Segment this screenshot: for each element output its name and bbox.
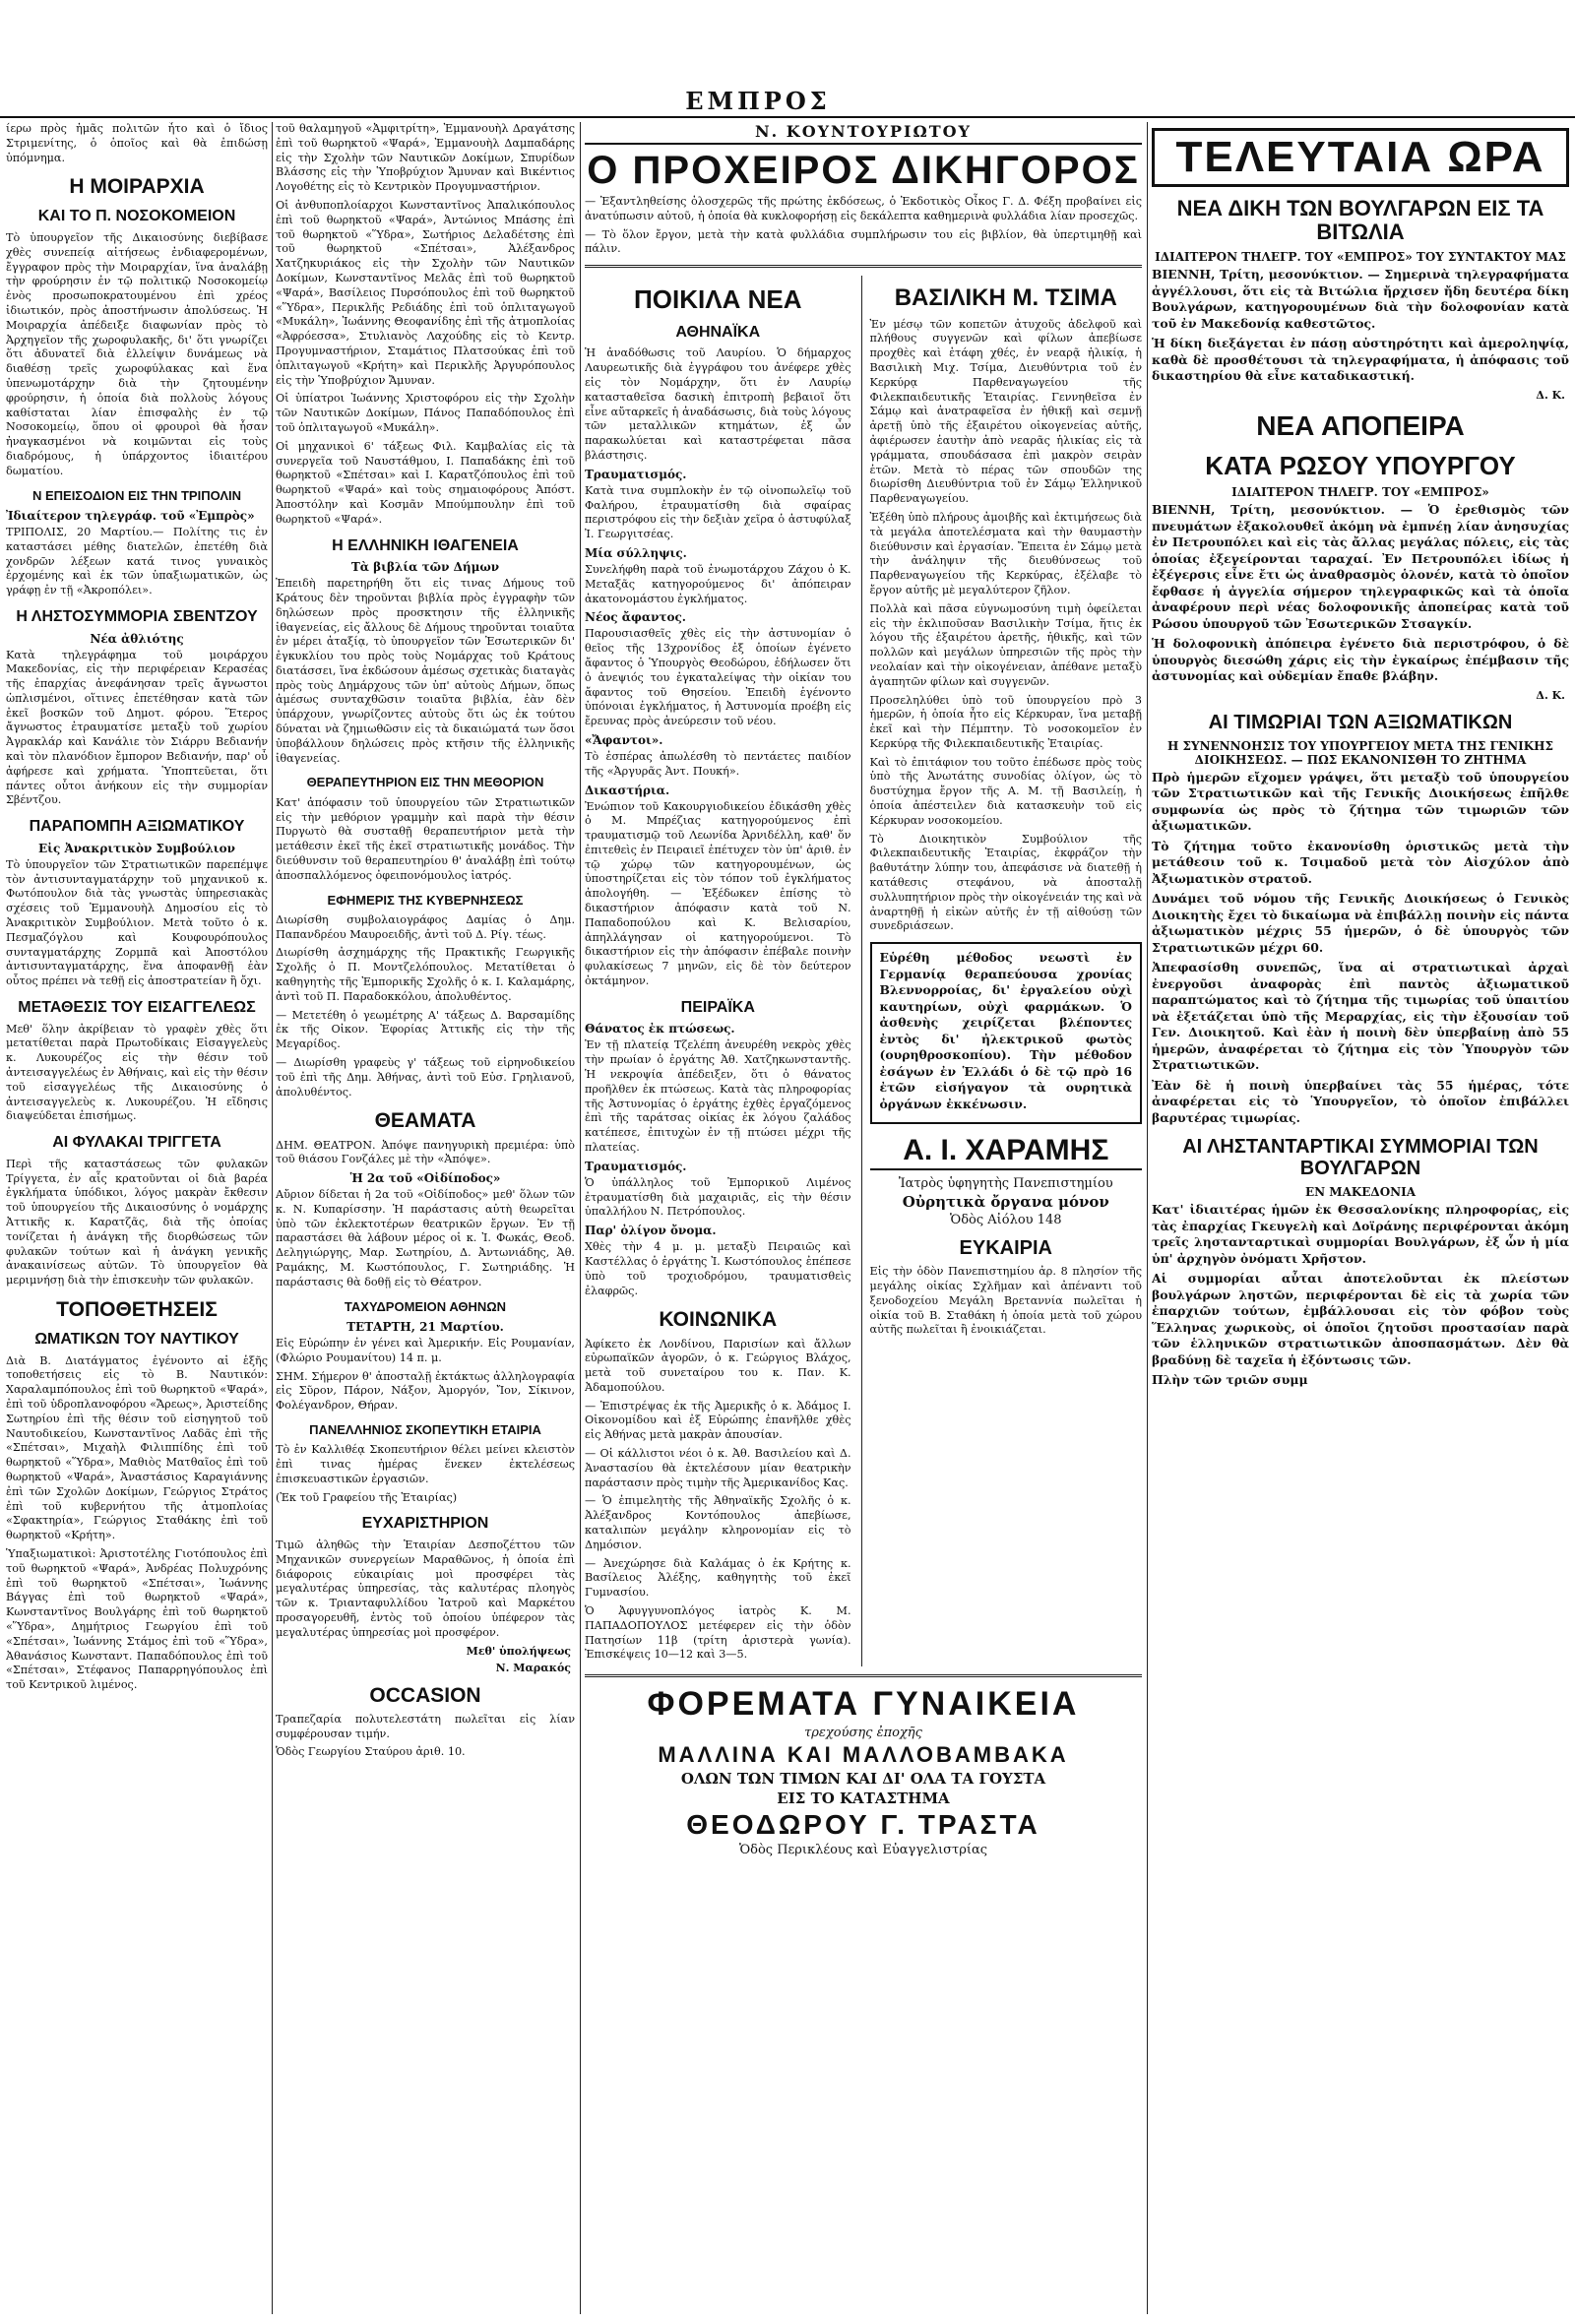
subheadline: Η ΣΥΝΕΝΝΟΗΣΙΣ ΤΟΥ ΥΠΟΥΡΓΕΙΟΥ ΜΕΤΑ ΤΗΣ ΓΕΝΙΚΗΣ ΔΙΟΙΚΗΣΕΩΣ. — ΠΩΣ ΕΚΑΝΟΝΙΣΘΗ ΤΟ ΖΗΤΗΜΑ — [1167, 738, 1553, 767]
article-text: Οἱ ἀνθυποπλοίαρχοι Κωνσταντῖνος Ἀπαλικόπουλος ἐπὶ τοῦ θωρηκτοῦ «Ψαρά», Ἀντώνιος Μπάσης ἐπὶ τοῦ θωρηκτοῦ «Ὕδρα», Σωτήριος Δελαδέτσης ἐπὶ τοῦ θωρηκτοῦ «Σπέτσαι», Ἀλέξανδρος Χατζηκυριάκος εἰς τὴν Σχολὴν τῶν Ναυτικῶν Δοκίμων, Κωνσταντῖνος Μελᾶς ἐπὶ τοῦ θωρηκτοῦ «Ψαρά», Βασίλειος Πυρσόπουλος ἐπὶ τοῦ θωρηκτοῦ «Ὕδρα», Περικλῆς Ρεδιάδης ἐπὶ τοῦ ὁπλιταγωγοῦ «Μυκάλη», Ἰωάννης Θεοφανίδης ἐπὶ τῆς ἀτμοπλοίας «Ἀφρόεσσα», Στυλιανὸς Λαχούδης εἰς τὸ Κεντρ. Προγυμναστήριον, Σταμάτιος Πλατσούκας ἐπὶ τοῦ ὁπλιταγωγοῦ «Κρήτη» καὶ Περικλῆς Ἀργυρόπουλος εἰς τὴν Ὑποβρύχιον Ἄμυναν. — [276, 198, 575, 387]
article-text: Ὁ ὑπάλληλος τοῦ Ἐμπορικοῦ Λιμένος ἐτραυματίσθη διὰ μαχαιριᾶς, εἰς τὴν θέσιν ὑπαλλήλου Ν. Πετρόπουλος. — [585, 1175, 851, 1219]
ad-title: ΦΟΡΕΜΑΤΑ ΓΥΝΑΙΚΕΙΑ — [647, 1685, 1080, 1724]
headline: ΠΑΝΕΛΛΗΝΙΟΣ ΣΚΟΠΕΥΤΙΚΗ ΕΤΑΙΡΙΑ — [309, 1421, 541, 1437]
headline: ΠΑΡΑΠΟΜΠΗ ΑΞΙΩΜΑΤΙΚΟΥ — [29, 818, 245, 836]
article-text: Τὸ ὑπουργεῖον τῶν Στρατιωτικῶν παρεπέμψε τὸν ἀντισυνταγματάρχην τοῦ μηχανικοῦ κ. Φωτόπουλον διὰ τὰς γνωστὰς ὑπηρεσιακὰς σχέσεις τοῦ Ἐμμανουὴλ Δημοσίου εἰς τὸ Ἀνακριτικὸν Συμβούλιον. Μετὰ τοῦτο ὁ κ. Πεσμαζόγλου καὶ Κουφουρόπουλος συνταγματάρχης Ζορμπᾶ καὶ Ἀποστόλου ἀντισυνταγματάρχης, ἕνα ἀποφανθῇ ἐὰν οὗτος πρέπει νὰ τεθῇ εἰς ἀποστρατείαν ἢ ὄχι. — [6, 857, 268, 988]
article-text: ΤΡΙΠΟΛΙΣ, 20 Μαρτίου.— Πολίτης τις ἐν καταστάσει μέθης διατελῶν, ἐπετέθη διὰ χονδρῶν λέξεων κατά τινος γυναικὸς ἐρχομένης καὶ ἐκ τῶν ὑπαξιωματικῶν, ὡς γράφῃ ἐν τῇ «Ἀκροπόλει». — [6, 525, 268, 597]
article-text: ΒΙΕΝΝΗ, Τρίτη, μεσονύκτιον. — Ὁ ἐρεθισμὸς τῶν πνευμάτων ἐξακολουθεῖ ἀκόμη νὰ ἐμπνέῃ λίαν ἀνησυχίας ἐν Πετρουπόλει καὶ εἰς τὰς ἄλλας μεγάλας πόλεις, εἰς τὰς ὁποίας ἐξεγείρονται ταραχαί. Ἐν Πετρουπόλει ἰδίως ἡ ἐξέγερσις εἶνε ἔτι ὡς ἀναθρασμὸς ὁλονέν, κατὰ τὸ ὁποῖον ἔφθασε ἡ ἀγγελία σήμερον τηλεγραφικῶς καὶ τὰ ὁποῖα ἀναφέρουν περὶ νέας δολοφονικῆς ἀποπείρας κατὰ τοῦ Ρώσου ὑπουργοῦ τῶν Ἐσωτερικῶν Στσαγκίν. — [1152, 502, 1569, 631]
headline: ΕΥΧΑΡΙΣΤΗΡΙΟΝ — [361, 1515, 489, 1533]
column-3 — [585, 122, 1142, 2314]
subheadline: Νέα ἀθλιότης — [90, 631, 184, 646]
article-text: — Ἐπιστρέψας ἐκ τῆς Ἀμερικῆς ὁ κ. Ἀδάμος Ι. Οἰκονομίδου καὶ ἐξ Εὐρώπης ἐπανῆλθε χθὲς εἰς Ἀθήνας μετὰ μακρὰν ἀπουσίαν. — [585, 1399, 851, 1442]
article-text: — Τὸ ὅλον ἔργον, μετὰ τὴν κατὰ φυλλάδια συμπλήρωσιν του εἰς βιβλίον, θὰ ὑπερτιμηθῇ καὶ πάλιν. — [585, 227, 1142, 256]
article-text: Ἀπεφασίσθη συνεπῶς, ἵνα αἱ στρατιωτικαὶ ἀρχαὶ ἐνεργοῦσι ἀναφορὰς ἐπὶ παντὸς ἀξιωματικοῦ παραπτώματος καὶ τὸ ζήτημα τῆς τιμωρίας τοῦ ὑπαιτίου νὰ ἐξετάζεται ὑπὸ τῆς Μεραρχίας, εἰς τὴν ἐξουσίαν τοῦ Γεν. Διοικητοῦ. Καὶ ἐὰν ἡ ποινὴ δὲν ὑπερβαίνῃ ἀπὸ 55 ἡμερῶν, ἀναφέρεται τὸ ζήτημα εἰς τὸν Ὑπουργὸν τῶν Στρατιωτικῶν. — [1152, 960, 1569, 1073]
headline: Η ΕΛΛΗΝΙΚΗ ΙΘΑΓΕΝΕΙΑ — [332, 536, 519, 554]
subheadline: Παρ' ὀλίγον ὄνομα. — [585, 1224, 717, 1238]
masthead: ΕΜΠΡΟΣ — [685, 87, 831, 115]
signature: Ν. Μαρακός — [495, 1661, 571, 1674]
article-text: Καὶ τὸ ἐπιτάφιον του τοῦτο ἐπέδωσε πρὸς τοὺς ὑπὸ τῆς Ἀνωτάτης συνοδίας ὀλίγον, ὡς τὸ δυστύχημα ἔργον τῆς Α. Μ. τῇ Βασιλείῃ, ἡ ὁποία ἀπέστειλεν διὰ κατασκευὴν τοῦ εἰς Κέρκυραν νοσοκομείου. — [869, 755, 1142, 827]
article-text: Τὸ ἐν Καλλιθέᾳ Σκοπευτήριον θέλει μείνει κλειστὸν ἐπὶ τινας ἡμέρας ἕνεκεν ἐκτελέσεως ἐπισκευαστικῶν ἐργασιῶν. — [276, 1443, 575, 1485]
ad-text: Ὁδὸς Αἰόλου 148 — [950, 1213, 1062, 1228]
article-text: Οἱ μηχανικοὶ 6' τάξεως Φιλ. Καμβαλίας εἰς τὰ συνεργεῖα τοῦ Ναυστάθμου, Ι. Παπαδάκης ἐπὶ τοῦ θωρηκτοῦ «Σπέτσαι» καὶ Ι. Καρατζόπουλος ἐπὶ τοῦ θωρηκτοῦ «Ψαρά» καὶ τοὺς σημαιοφόρους Ἀπόστ. Ἀποστόλην καὶ Κοσμᾶν Μπούμπουλην ἐπὶ τοῦ θωρηκτοῦ «Ψαρά». — [276, 439, 575, 526]
subheadline: Τραυματισμός. — [585, 1159, 687, 1173]
headline: ΕΦΗΜΕΡΙΣ ΤΗΣ ΚΥΒΕΡΝΗΣΕΩΣ — [327, 892, 524, 908]
ad-text: ΟΛΩΝ ΤΩΝ ΤΙΜΩΝ ΚΑΙ ΔΙ' ΟΛΑ ΤΑ ΓΟΥΣΤΑ — [680, 1770, 1046, 1789]
divider — [585, 265, 1142, 268]
article-text: Συνελήφθη παρὰ τοῦ ἐνωμοτάρχου Ζάχου ὁ Κ. Μεταξᾶς κατηγορούμενος δι' ἀπόπειραν ἀκατονομάστου ἐγκλήματος. — [585, 562, 851, 605]
author-name: Ν. ΚΟΥΝΤΟΥΡΙΩΤΟΥ — [585, 122, 1142, 145]
headline: ΜΕΤΑΘΕΣΙΣ ΤΟΥ ΕΙΣΑΓΓΕΛΕΩΣ — [18, 999, 256, 1017]
article-text: Διὰ Β. Διατάγματος ἐγένοντο αἱ ἑξῆς τοποθετήσεις εἰς τὸ Β. Ναυτικόν: Χαραλαμπόπουλος ἐπὶ τοῦ θωρηκτοῦ «Ψαρά», ἐπὶ τοῦ ὑδροπλανοφόρου «Ἄρεως», Ἀριστείδης Σωτηρίου ἐπὶ τῆς θέσιν τοῦ εἰσηγητοῦ τοῦ Ναυτοδικείου, Κωνσταντῖνος Λαδᾶς ἐπὶ τῆς «Σπέτσαι», Μιχαὴλ Φιλιππίδης ἐπὶ τοῦ θωρηκτοῦ «Ὕδρα», Μαθιὸς Ματθαῖος ἐπὶ τοῦ θωρηκτοῦ «Ψαρά», Ἀναστάσιος Καραγιάννης ἐπὶ τῶν Σχολῶν Δοκίμων, Γεώργιος Στράτος ἐπὶ τοῦ κυβερνήτου τῆς ἀτμοπλοίας «Σφακτηρία», Γεώργιος Σταθάκης ἐπὶ τοῦ θωρηκτοῦ «Κρήτη». — [6, 1353, 268, 1542]
headline: ΑΘΗΝΑΪΚΑ — [675, 323, 761, 341]
advertisement — [870, 942, 1142, 1124]
ad-text: Εὑρέθη μέθοδος νεωστὶ ἐν Γερμανίᾳ θεραπεύουσα χρονίας Βλεννορροίας, δι' ἐργαλείου οὐχὶ καυτηρίων, οὐχὶ φαρμάκων. Ὁ ἀσθενὴς χειρίζεται βλέποντες ἐντὸς δι' ἠλεκτρικοῦ φωτὸς (ουρηθροσκοπίου). Τὴν μέθοδον ἐσάγων ἐν Ἑλλάδι ὁ δὲ τῷ πρὸ 16 ἐτῶν εἰσήγαγον τὰ ουρητικὰ ὀργάνων ἐκκένωσιν. — [879, 950, 1132, 1111]
article-text: Περὶ τῆς καταστάσεως τῶν φυλακῶν Τρίγγετα, ἐν αἷς κρατοῦνται οἱ διὰ βαρέα ἐγκλήματα ὑπόδικοι, λόγος μακρὰν ἔκθεσιν τοῦ ὑπουργείου τῆς Δικαιοσύνης ὁ νομάρχης Ἀττικῆς κ. Καρατζᾶς, διὰ τῆς ὁποίας τονίζεται ἡ ἀνάγκη τῆς διορθώσεως τῶν φυλακῶν τούτων καὶ ἡ ἀνάγκη γενικῆς ἀνακαινίσεως αὐτῶν. Τὸ ὑπουργεῖον θὰ μεριμνήσῃ διὰ τὴν ἐπισκευὴν τῶν φυλακῶν. — [6, 1157, 268, 1288]
ad-text: Εἰς τὴν ὁδὸν Πανεπιστημίου ἀρ. 8 πλησίον τῆς μεγάλης οἰκίας Σχλῆμαν καὶ ἀπέναντι τοῦ ξενοδοχείου Μεγάλη Βρεταννία πωλεῖται ἡ οἰκία τοῦ Β. Σταθάκη ἡ ὁποία μετὰ τοῦ χώρου αὐτῆς πωλεῖται ἢ ἐνοικιάζεται. — [869, 1265, 1142, 1337]
ad-text: Ὁδὸς Περικλέους καὶ Εὐαγγελιστρίας — [738, 1843, 988, 1858]
subheadline: ΙΔΙΑΙΤΕΡΟΝ ΤΗΛΕΓΡ. ΤΟΥ «ΕΜΠΡΟΣ» — [1231, 485, 1489, 500]
column-2 — [276, 122, 575, 2314]
subheadline: Νέος ἄφαντος. — [585, 610, 686, 625]
article-text: Ἐνώπιον τοῦ Κακουργιοδικείου ἐδικάσθη χθὲς ὁ Μ. Μπρέζιας κατηγορούμενος ἐπὶ τραυματισμῷ τοῦ Λεωνίδα Ἀρνιδέλλη, καθ' ὅν ἐπιτεθεὶς ἐν Πειραιεῖ ἐπέτυχεν τὸν ὑπ' ἀριθ. ἐν τῷ χώρῳ τῶν κατηγορουμένων, ὡς ὑποστηρίζεται εἰς τὸν τόπον τοῦ ἐγκλήματος ἀπολογήθη. — Ἐξέδωκεν ἐπίσης τὸ δικαστήριον ἀπόφασιν κατὰ τοῦ Ν. Παπαδοπούλου καὶ Κ. Βελισαρίου, ἀπηλλάγησαν οἱ κατηγορούμενοι. Τὸ δικαστήριον εἰς τὴν ἀπόφασιν ἐπέβαλε ποινὴν φυλακίσεως 7 μηνῶν, εἰς δὲ τὸν δεύτερον ὀκτάμηνον. — [585, 799, 851, 988]
article-text: Ὁδὸς Γεωργίου Σταύρου ἀριθ. 10. — [276, 1745, 466, 1759]
headline: ΚΟΙΝΩΝΙΚΑ — [659, 1308, 778, 1332]
article-text: Ἐξέθη ὑπὸ πλήρους ἀμοιβῆς καὶ ἐκτιμήσεως διὰ τὰ μεγάλα ἀποτελέσματα καὶ τὴν θαυμαστὴν διεύθυνσιν καὶ ἐργασίαν. Ἔπειτα ἐν Σάμῳ μετὰ τὴν ἀνάληψιν τῆς διευθύνσεως τοῦ Παρθεναγωγείου τῆς Κερκύρας, ἐξέλαβε τὸ ἔργον αὐτῆς μὲ μεγαλύτερον ζῆλον. — [869, 510, 1142, 597]
subheadline: «Ἄφαντοι». — [585, 732, 663, 747]
ad-text: ΘΕΟΔΩΡΟΥ Γ. ΤΡΑΣΤΑ — [686, 1809, 1040, 1841]
article-text: Τραπεζαρία πολυτελεστάτη πωλεῖται εἰς λίαν συμφέρουσαν τιμήν. — [276, 1712, 575, 1740]
column-divider — [580, 122, 581, 2314]
article-text: — Ὁ ἐπιμελητὴς τῆς Ἀθηναϊκῆς Σχολῆς ὁ κ. Ἀλέξανδρος Κοντόπουλος ἀπεβίωσε, καταλιπὼν μεγάλην κληρονομίαν εἰς τὸ Δημόσιον. — [585, 1494, 851, 1551]
headline: ΝΕΑ ΑΠΟΠΕΙΡΑ — [1256, 409, 1465, 441]
signature: Δ. Κ. — [1536, 388, 1565, 402]
article-text: Κατὰ τηλεγράφημα τοῦ μοιράρχου Μακεδονίας, εἰς τὴν περιφέρειαν Κερασέας τῆς ἐπαρχίας ἀνεφάνησαν τρεῖς ἄγνωστοι ὡπλισμένοι, οἵτινες ἐπετέθησαν κατὰ τῶν ἐκεῖ βοσκῶν τοῦ Δημοτ. φόρου. Ἕτερος ἄγνωστος ἐτραυματίσε μεταξὺ τοῦ χωρίου Ἀγρακλάρ καὶ Κανάλιε τὸν Σιάρρυ Βεδιανήν καὶ τὸν πλανόδιον ἔμπορον Βεδιανήν, παρ' οὗ ἀφήρεσε καὶ χρήματα. Ὑποπτεῦεται, ὅτι πάντες οὗτοι ἀνήκουν εἰς τὴν συμμορίαν Σβέντζου. — [6, 648, 268, 807]
headline: ΝΕΑ ΔΙΚΗ ΤΩΝ ΒΟΥΛΓΑΡΩΝ ΕΙΣ ΤΑ ΒΙΤΩΛΙΑ — [1176, 196, 1544, 245]
article-text: Τὸ ὑπουργεῖον τῆς Δικαιοσύνης διεβίβασε χθὲς συνεπείᾳ αἰτήσεως ἐνδιαφερομένων, ἔγγραφον πρὸς τὴν Μοιραρχίαν, ἵνα ἀναλάβῃ τὴν φρούρησιν ἐν τῷ πολιτικῷ Νοσοκομείῳ ἑνὸς προσωποκρατουμένου ἐπὶ χρέος ἰδιωτικόν, πρὸς ἀποστήνωσιν ἀπολύσεως. Ἡ Μοιραρχία ἀπέδειξε διαφωνίαν πρὸς τὸ Ἀρχηγεῖον τῆς χωροφυλακῆς, δι' ὅτι γνωρίζει ὅτι ἀδυνατεῖ διὰ ἐλλείψιν δυνάμεως νὰ διαθέσῃ τρεῖς χωροφύλακας καὶ ἕνα ὑπενωμοτάρχην διὰ τὴν ζητουμένην φρούρησιν, ἡ ὁποία διὰ πολλοὺς λόγους καθίσταται λίαν ἐπισφαλὴς ἐν τῷ Νοσοκομείῳ, ὅπου οἱ φρουροὶ θὰ ἦσαν ἠναγκασμένοι νὰ κοιμῶνται εἰς τοὺς διαδρόμους, ἡ ὑπάρχοντος ἰδιαιτέρου δωματίου. — [6, 231, 268, 477]
article-text: Πρὸ ἡμερῶν εἴχομεν γράψει, ὅτι μεταξὺ τοῦ ὑπουργείου τῶν Στρατιωτικῶν καὶ τῆς Γενικῆς Διοικήσεως ἐπῆλθε συμφωνία ὡς πρὸς τὸ ζήτημα τῶν τιμωριῶν τῶν ἀξιωματικῶν. — [1152, 769, 1569, 834]
ad-title: Α. Ι. ΧΑΡΑΜΗΣ — [870, 1134, 1142, 1170]
headline: ΚΑΤΑ ΡΩΣΟΥ ΥΠΟΥΡΓΟΥ — [1205, 450, 1516, 480]
article-text: Κατὰ τινα συμπλοκὴν ἐν τῷ οἰνοπωλεῖῳ τοῦ Φαλήρου, ἐτραυματίσθη διὰ σφαίρας περιστρόφου εἰς τὴν δεξιὰν χεῖρα ὁ ἀστυφύλαξ Ἰ. Γεωργιτσέας. — [585, 483, 851, 541]
article-body — [1152, 770, 1569, 1127]
article-text: Ἡ δολοφονικὴ ἀπόπειρα ἐγένετο διὰ περιστρόφου, ὁ δὲ ὑπουργὸς διεσώθη χάρις εἰς τὴν ἐγκαίρως ἐπέμβασιν τῆς ἀστυνομίας καὶ οὐδεμίαν ἔπαθε βλάβην. — [1152, 636, 1569, 684]
signature: Δ. Κ. — [1536, 688, 1565, 702]
subheadline: Θάνατος ἐκ πτώσεως. — [585, 1022, 735, 1036]
article-text: Πλὴν τῶν τριῶν συμμ — [1152, 1372, 1308, 1388]
column-divider — [272, 122, 273, 2314]
article-text: — Μετετέθη ὁ γεωμέτρης Α' τάξεως Δ. Βαρσαμίδης ἐκ τῆς Οἰκον. Ἐφορίας Ἀττικῆς εἰς τὴν τῆς Μεγαρίδος. — [276, 1008, 575, 1051]
ad-text: Ἰατρὸς ὑφηγητὴς Πανεπιστημίου — [898, 1176, 1113, 1192]
subheadline: Δικαστήρια. — [585, 783, 670, 797]
ad-text: τρεχούσης ἐποχῆς — [804, 1726, 922, 1741]
signature: Μεθ' ὑπολήψεως — [466, 1644, 571, 1658]
headline: OCCASION — [369, 1683, 481, 1707]
article-text: Πολλὰ καὶ πᾶσα εὐγνωμοσύνη τιμὴ ὀφείλεται εἰς τὴν ἐκλιποῦσαν Βασιλικὴν Τσίμα, ἥτις ἐκ λόγου τῆς ἐξαιρέτου ἀρετῆς, ἠθικῆς, καὶ τῶν πολλῶν καὶ μεγάλων ὑπηρεσιῶν τῆς πρὸς τὴν νεολαίαν καὶ τὴν οἰκογένειαν, ἀπέθανε μεταξὺ ἀγαπητῶν φίλων καὶ συγγενῶν. — [869, 601, 1142, 688]
article-text: Κατ' ἀπόφασιν τοῦ ὑπουργείου τῶν Στρατιωτικῶν εἰς τὴν μεθόριον γραμμὴν καὶ παρὰ τὴν θέσιν Πυργωτὸ θὰ συσταθῇ θεραπευτήριον μετὰ τὴν μετάθεσιν ἐκεῖ τῆς ἐκεῖ στρατιωτικῆς μονάδος. Τὴν διεύθυνσιν τοῦ θεραπευτηρίου θ' ἀναλάβῃ ἐπὶ τούτῳ ἀποσπαλλόμενος ὀφειπονόμουλος ἰατρός. — [276, 795, 575, 882]
article-text: Τὸ Διοικητικὸν Συμβούλιον τῆς Φιλεκπαιδευτικῆς Ἑταιρίας, ἐκφράζον τὴν βαθυτάτην λύπην του, ἀπεφάσισε νὰ διατεθῇ ἡ κατάθεσις στεφάνου, νὰ ἀποσταλῇ συλλυπητήριον πρὸς τὴν οἰκογένειάν της καὶ νὰ ἀναρτηθῇ ἡ εἰκὼν αὐτῆς ἐν τῇ αἰθούσῃ τῶν συνεδριάσεων. — [869, 832, 1142, 933]
headline: ΘΕΑΜΑΤΑ — [374, 1109, 476, 1133]
subheadline: Ἡ 2α τοῦ «Οἰδίποδος» — [349, 1171, 501, 1186]
article-text: Ἐν τῇ πλατείᾳ Τζελέπη ἀνευρέθη νεκρὸς χθὲς τὴν πρωίαν ὁ ἐργάτης Ἀθ. Χατζηκωνσταντῆς. Ἡ νεκροψία ἀπέδειξεν, ὅτι ὁ θάνατος προῆλθεν ἐκ πτώσεως. Κατὰ τὰς πληροφορίας τῆς Ἀστυνομίας ὁ ἐργάτης ἐχθὲς ἐργαζόμενος ἐπὶ τῆς ταράτσας οἰκίας ἐκ λόγου ζαλάδος κατέπεσε, ἐπιτυχὼν ἐν τῇ πτώσει μέχρι τῆς πλατείας. — [585, 1038, 851, 1155]
article-text: Οἱ ὑπίατροι Ἰωάννης Χριστοφόρου εἰς τὴν Σχολὴν τῶν Ναυτικῶν Δοκίμων, Πάνος Παπαδόπουλος ἐπὶ τοῦ ὁπλιταγωγοῦ «Μυκάλη». — [276, 392, 575, 434]
article-text: ΔΗΜ. ΘΕΑΤΡΟΝ. Ἀπόψε πανηγυρικὴ πρεμιέρα: ὑπὸ τοῦ θιάσου Γονζάλες μὲ τὴν «Ἀπόψε». — [276, 1138, 575, 1166]
subheadline: Ἰδιαίτερον τηλεγράφ. τοῦ «Ἐμπρὸς» — [6, 508, 255, 523]
subheadline: Μία σύλληψις. — [585, 545, 687, 560]
article-text: Προσεληλύθει ὑπὸ τοῦ ὑπουργείου πρὸ 3 ἡμερῶν, ἡ ὁποία ἦτο εἰς Κέρκυραν, ἵνα μεταβῇ ἐκεῖ καὶ τὴν Πέμπτην. Τὸ νοσοκομεῖον ἐν Κερκύρᾳ τῆς Φιλεκπαιδευτικῆς Ἑταιρίας. — [869, 693, 1142, 750]
poikila-column — [585, 276, 851, 1666]
headline: ΑΙ ΤΙΜΩΡΙΑΙ ΤΩΝ ΑΞΙΩΜΑΤΙΚΩΝ — [1208, 711, 1513, 733]
subheadline: ΙΔΙΑΙΤΕΡΟΝ ΤΗΛΕΓΡ. ΤΟΥ «ΕΜΠΡΟΣ» ΤΟΥ ΣΥΝΤΑΚΤΟΥ ΜΑΣ — [1155, 250, 1566, 265]
article-text: Ἡ ἀναδόθωσις τοῦ Λαυρίου. Ὁ δήμαρχος Λαυρεωτικῆς διὰ ἐγγράφου του ἀνέφερε χθὲς εἰς τὸν Νομάρχην, ὅτι ἐν Λαυρίῳ κατασταθεῖσα δασικὴ ἐπιτροπὴ βεβαιοῖ ὅτι εἶνε αὔταρκεῖς ἡ ἀναδάσωσις, διὰ τοὺς λόγους τῶν μεταλλικῶν κτημάτων, ἐξ ὧν παρακωλύεται καὶ καταστρέφεται πᾶσα βλάστησις. — [585, 346, 851, 462]
subheadline: Τραυματισμός. — [585, 467, 687, 481]
section-banner: ΤΕΛΕΥΤΑΙΑ ΩΡΑ — [1152, 128, 1569, 187]
headline: ΩΜΑΤΙΚΩΝ ΤΟΥ ΝΑΥΤΙΚΟΥ — [34, 1331, 239, 1349]
article-text: Αἱ συμμορίαι αὗται ἀποτελοῦνται ἐκ πλείστων βουλγάρων ληστῶν, περιφέρονται δὲ εἰς τὰ χωρία τῶν ἐπαρχιῶν τούτων, ἐμβάλλουσαι εἰς τὸν φόβον τοὺς Ἕλληνας χωρικοὺς, οἱ ὁποῖοι ζητοῦσι προστασίαν παρὰ τῶν ἑλληνικῶν στρατιωτικῶν ἀποσπασμάτων. Δὲν θὰ βραδύνῃ δὲ ταχεῖα ἡ ἐξόντωσις τῶν. — [1152, 1271, 1569, 1367]
ad-title: ΕΥΚΑΙΡΙΑ — [959, 1237, 1052, 1260]
headline: ΘΕΡΑΠΕΥΤΗΡΙΟΝ ΕΙΣ ΤΗΝ ΜΕΘΟΡΙΟΝ — [306, 775, 544, 790]
headline: ΠΕΙΡΑΪΚΑ — [680, 998, 755, 1016]
article-text: Αὔριον δίδεται ἡ 2α τοῦ «Οἰδίποδος» μεθ' ὅλων τῶν κ. Ν. Κυπαρίσσην. Ἡ παράστασις αὐτὴ θεωρεῖται ὑπὸ τῶν ἐκλεκτοτέρων θεατρικῶν ἔργων. Ἐν τῇ παραστάσει θὰ λάβουν μέρος οἱ κ. Ἰ. Φωκάς, Θεοδ. Δεληγιώργης, Μαρ. Σωτηρίου, Δ. Ἀντωνιάδης, Ἀθ. Ραμάκης, Μ. Κωστόπουλος, Γ. Σωτηριάδης. Ἡ παράστασις θὰ δοθῇ εἰς τὸ Θέατρον. — [276, 1188, 575, 1288]
obituary-column — [861, 276, 1142, 1666]
article-text: τοῦ θαλαμηγοῦ «Ἀμφιτρίτη», Ἐμμανουὴλ Δραγάτσης ἐπὶ τοῦ θωρηκτοῦ «Ψαρά», Ἐμμανουὴλ Δαμπαδάρης εἰς τὴν Σχολὴν τῶν Ναυτικῶν Δοκίμων, Σπυρίδων Βλάσσης εἰς τὴν Ὑποβρύχιον Ἄμυναν καὶ Βικέντιος Λογοθέτης εἰς τὸ Κεντρικὸν Προγυμναστήριον. — [276, 122, 575, 194]
headline: ΤΟΠΟΘΕΤΗΣΕΙΣ — [56, 1297, 218, 1321]
article-text: ΣΗΜ. Σήμερον θ' ἀποσταλῇ ἐκτάκτως ἀλληλογραφία εἰς Σῦρον, Πάρον, Νάξον, Ἀμοργόν, Ἴον, Σίκινον, Φολέγανδρον, Θήραν. — [276, 1369, 575, 1413]
subheadline: ΤΕΤΑΡΤΗ, 21 Μαρτίου. — [346, 1319, 504, 1334]
article-text: Ἀφίκετο ἐκ Λονδίνου, Παρισίων καὶ ἄλλων εὐρωπαϊκῶν ἀγορῶν, ὁ κ. Γεώργιος Βλάχος, μετὰ τοῦ συνεταίρου του κ. Παν. Κ. Ἀδαμοπούλου. — [585, 1337, 851, 1394]
headline: ΤΑΧΥΔΡΟΜΕΙΟΝ ΑΘΗΝΩΝ — [344, 1298, 507, 1314]
ad-text: ΜΑΛΛΙΝΑ ΚΑΙ ΜΑΛΛΟΒΑΜΒΑΚΑ — [658, 1742, 1069, 1768]
subheadline: Εἰς Ἀνακριτικὸν Συμβούλιον — [38, 841, 235, 855]
divider — [585, 1674, 1142, 1677]
column-4 — [1152, 122, 1569, 2314]
article-text: Κατ' ἰδιαιτέρας ἡμῶν ἐκ Θεσσαλονίκης πληροφορίας, εἰς τὰς ἐπαρχίας Γκευγελὴ καὶ Δοϊράνης περιφέρονται ἀκόμη τρεῖς ληστανταρτικαὶ συμμορίαι Βουλγάρων, ἐξ ὧν ἡ μία ὑπ' ἀρχηγὸν ὀνόματι Χρῆστον. — [1152, 1202, 1569, 1266]
headline: Η ΛΗΣΤΟΣΥΜΜΟΡΙΑ ΣΒΕΝΤΖΟΥ — [16, 607, 258, 625]
article-text: Χθὲς τὴν 4 μ. μ. μεταξὺ Πειραιῶς καὶ Καστέλλας ὁ ἐργάτης Ἰ. Κωστόπουλος ἐπέπεσε ὑπὸ τοῦ τροχιοδρόμου, τραυματισθεὶς ἐλαφρῶς. — [585, 1240, 851, 1297]
two-column-block — [585, 276, 1142, 1666]
subheadline: Τὰ βιβλία τῶν Δήμων — [350, 560, 500, 575]
ad-text: ΕΙΣ ΤΟ ΚΑΤΑΣΤΗΜΑ — [777, 1790, 950, 1808]
top-rule — [0, 116, 1575, 118]
article-text: Τὸ ἐσπέρας ἀπωλέσθη τὸ πεντάετες παιδίον τῆς «Ἀργυρᾶς Ἀντ. Πουκή». — [585, 749, 851, 778]
subheadline: ΕΝ ΜΑΚΕΔΟΝΙΑ — [1304, 1185, 1417, 1200]
article-text: Ἐν μέσῳ τῶν κοπετῶν ἀτυχοῦς ἀδελφοῦ καὶ πλήθους συγγενῶν καὶ φίλων ἀπεβίωσε προχθὲς καὶ ἐτάφη χθές, ἐν νεαρᾷ ἡλικίᾳ, ἡ Βασιλικὴ Μιχ. Τσίμα, Διευθύντρια τοῦ ἐν Κερκύρᾳ Παρθεναγωγείου τῆς Φιλεκπαιδευτικῆς Ἑταιρίας. Γεννηθεῖσα ἐν Σάμῳ καὶ ἀνατραφεῖσα ἐν ἠθικῇ καὶ σεμνῇ ἀρετῇ ὑπὸ τῆς ἐξαιρέτου οἰκογενείας αὐτῆς, ἀφιέρωσεν ἑαυτὴν ἀπὸ νεαρᾶς ἡλικίας εἰς τὰ γράμματα, σπουδάσασα ἐπὶ μακρὸν σειρὰν ἐτῶν. Μετὰ τὸ πέρας τῶν σπουδῶν της διωρίσθη Διευθύντρια τοῦ ἐν Σάμῳ Ἑλληνικοῦ Παρθεναγωγείου. — [869, 317, 1142, 506]
article-text: Διωρίσθη ἀσχημάρχης τῆς Πρακτικῆς Γεωργικῆς Σχολῆς ὁ Π. Μοντζελόπουλος. Μετατίθεται ὁ καθηγητὴς τῆς Ἐμπορικῆς Σχολῆς ὁ κ. Ι. Καλαμάρης, ἀντὶ τοῦ Π. Παραδοκκόλου, ἀπολυθέντος. — [276, 946, 575, 1003]
article-text: Ὑπαξιωματικοὶ: Ἀριστοτέλης Γιοτόπουλος ἐπὶ τοῦ θωρηκτοῦ «Ψαρά», Ἀνδρέας Πολυχρόνης ἐπὶ τοῦ θωρηκτοῦ «Σπέτσαι», Ἰωάννης Βάγγας ἐπὶ τοῦ θωρηκτοῦ «Ψαρά», Κωνσταντῖνος Βουλγάρης ἐπὶ τοῦ θωρηκτοῦ «Ὕδρα», Δημήτριος Γεωργίου ἐπὶ τοῦ «Σπέτσαι», Ἰωάννης Στάμος ἐπὶ τοῦ «Ὕδρα», Ἀθανάσιος Κωνσταντ. Παπαδόπουλος ἐπὶ τοῦ «Σπέτσαι», Στέφανος Παπαρρηγόπουλος ἐπὶ τοῦ Κεντρικοῦ λιμένος. — [6, 1547, 268, 1692]
article-text: Ἐὰν δὲ ἡ ποινὴ ὑπερβαίνει τὰς 55 ἡμέρας, τότε ἀναφέρεται εἰς τὸ Ὑπουργεῖον, τὸ ὁποῖον ἐπιβάλλει βαρυτέρας τιμωρίας. — [1152, 1077, 1569, 1125]
article-text: (Ἐκ τοῦ Γραφείου τῆς Ἑταιρίας) — [276, 1490, 458, 1504]
article-body — [1152, 267, 1569, 385]
headline: Ο ΠΡΟΧΕΙΡΟΣ ΔΙΚΗΓΟΡΟΣ — [587, 149, 1140, 192]
headline: Η ΜΟΙΡΑΡΧΙΑ — [69, 175, 205, 199]
column-divider — [1147, 122, 1148, 2314]
article-text: Παρουσιασθεῖς χθὲς εἰς τὴν ἀστυνομίαν ὁ θεῖος τῆς 13χρονίδος ἐξ ὁποίων ἐγένετο ἄφαντος ὁ Ὑπουργὸς Θεοδώρου, ἐδήλωσεν ὅτι ὁ ἀνεψιός του ἐγκαταλείψας τὴν οἰκίαν του ἄφαντος τοῦ Θησείου. Ἐπειδὴ ἐγένοντο ὑπόνοιαι ἐγκλήματος, ἡ Ἀστυνομία προέβη εἰς ἔρευνας πρὸς ἀνεύρεσιν τοῦ νέου. — [585, 627, 851, 728]
article-text: Διωρίσθη συμβολαιογράφος Δαμίας ὁ Δημ. Παπανδρέου Μαυροειδῆς, ἀντὶ τοῦ Δ. Ρίγ. τέως. — [276, 912, 575, 941]
article-text: Ἡ δίκη διεξάγεται ἐν πάσῃ αὐστηρότητι καὶ ἀμεροληψίᾳ, καθὰ δὲ προσθέτουσι τὰ τηλεγραφήματα, ἡ ἀπόφασις τοῦ δικαστηρίου θὰ εἶνε καταδικαστική. — [1152, 336, 1569, 384]
headline: ΠΟΙΚΙΛΑ ΝΕΑ — [634, 284, 802, 315]
headline: ΚΑΙ ΤΟ Π. ΝΟΣΟΚΟΜΕΙΟΝ — [37, 208, 236, 225]
headline: ΑΙ ΛΗΣΤΑΝΤΑΡΤΙΚΑΙ ΣΥΜΜΟΡΙΑΙ ΤΩΝ ΒΟΥΛΓΑΡΩΝ — [1182, 1136, 1539, 1180]
ad-text: Οὐρητικὰ ὄργανα μόνον — [902, 1193, 1109, 1212]
headline: Ν ΕΠΕΙΣΟΔΙΟΝ ΕΙΣ ΤΗΝ ΤΡΙΠΟΛΙΝ — [32, 487, 242, 503]
article-text: Ἐπειδὴ παρετηρήθη ὅτι εἰς τινας Δήμους τοῦ Κράτους δὲν τηροῦνται βιβλία πρὸς ἐγγραφὴν τῶν δηλώσεων πρὸς προσκτησιν τῆς ἑλληνικῆς ἰθαγενείας, εἰς ἄλλους δὲ Δήμους τηροῦνται τοιαῦτα ἐν μέρει ἀταξίᾳ, τὸ ὑπουργεῖον τῶν Ἐσωτερικῶν δι' ἐγκυκλίου του πρὸς τοὺς Νομάρχας τοῦ Κράτους διατάσσει, ἵνα ἐκδώσουν ἀμέσως σχετικὰς διαταγὰς πρὸς τοὺς Δημάρχους τῶν ὑπ' αὐτοὺς Δήμων, ὅπως ἀμέσως συνταχθῶσιν τοιαῦτα βιβλία, ἐὰν δὲν ὑπάρχουν, γνωρίζοντες αὐτοὺς ὅτι ὡς ἐκ τούτου δύναται νὰ ζημιωθῶσιν εἰς τὰ δικαιώματά των ὅσοι ὑποβάλλουν δηλώσεις πρὸς κτῆσιν τῆς ἑλληνικῆς ἰθαγενείας. — [276, 577, 575, 765]
article-text: ΒΙΕΝΝΗ, Τρίτη, μεσονύκτιον. — Σημερινὰ τηλεγραφήματα ἀγγέλλουσι, ὅτι εἰς τὰ Βιτώλια ἤρχισεν ἤδη δευτέρα δίκη Βουλγάρων, κατηγορουμένων διὰ τὴν δολοφονίαν κατὰ τοῦ ἐν Μακεδονίᾳ καθεστῶτος. — [1152, 267, 1569, 331]
column-1 — [6, 122, 268, 2314]
headline: ΑΙ ΦΥΛΑΚΑΙ ΤΡΙΓΓΕΤΑ — [52, 1134, 221, 1152]
article-text: Ὁ Ἀφυγγυνοπλόγος ἰατρὸς Κ. Μ. ΠΑΠΑΔΟΠΟΥΛΟΣ μετέφερεν εἰς τὴν ὁδὸν Πατησίων 11β (τρίτη ἀριστερὰ γωνία). Ἐπισκέψεις 10—12 καὶ 3—5. — [585, 1604, 851, 1662]
article-text: ίερω πρὸς ἡμᾶς πολιτῶν ἦτο καὶ ὁ ἴδιος Στριμενίτης, ὁ ὁποῖος καὶ θὰ ἐπιδώσῃ ὑπόμνημα. — [6, 122, 268, 164]
article-text: Δυνάμει τοῦ νόμου τῆς Γενικῆς Διοικήσεως ὁ Γενικὸς Διοικητὴς ἔχει τὸ δικαίωμα νὰ ἐπιβάλλῃ ποινὴν εἰς πάντα ἀξιωματικὸν μέχρις 55 ἡμερῶν, ὁ δὲ ὑπουργὸς τῶν Στρατιωτικῶν μέχρι 60. — [1152, 891, 1569, 955]
headline: ΒΑΣΙΛΙΚΗ Μ. ΤΣΙΜΑ — [894, 284, 1117, 312]
article-text: Μεθ' ὅλην ἀκρίβειαν τὸ γραφὲν χθὲς ὅτι μετατίθεται παρὰ Πρωτοδίκαις Εἰσαγγελεὺς κ. Λυκουρέζος εἰς τὴν θέσιν τοῦ ἀντεισαγγελέως ἐν Ἀθήναις, καὶ εἰς τὴν θέσιν τοῦ εἰσαγγελέως τῆς Δικαιοσύνης ὁ ἀντεισαγγελεὺς κ. Λυκουρέζου. Ἡ εἴδησις διαψεύδεται ἐπισήμως. — [6, 1022, 268, 1123]
article-text: Εἰς Εὐρώπην ἐν γένει καὶ Ἀμερικήν. Εἰς Ρουμανίαν, (Φλώριο Ρουμανίτου) 14 π. μ. — [276, 1336, 575, 1364]
article-body — [1152, 1202, 1569, 1389]
article-text: — Οἱ κάλλιστοι νέοι ὁ κ. Ἀθ. Βασιλείου καὶ Δ. Ἀναστασίου θὰ ἐκτελέσουν μίαν θεατρικὴν παράστασιν πρὸς τιμὴν τῆς Ἀμερικανίδος Κας. — [585, 1447, 851, 1489]
dress-advertisement — [585, 1685, 1142, 1857]
article-body — [1152, 502, 1569, 685]
article-text: Τιμῶ ἀληθῶς τὴν Ἑταιρίαν Δεσποζέττου τῶν Μηχανικῶν συνεργείων Μαραθῶνος, ἡ ὁποία ἐπὶ διάφοροις εὐκαιρίαις μοὶ προσφέρει τὰς μεγαλυτέρας ὑπηρεσίας, τὰς καλυτέρας πλοηγὸς τῶν κ. Τριανταφυλλίδου Ἰατροῦ καὶ Μαρκέτου προσαγορευθῆ, ἐντὸς τοῦ ὁποίου ὑπέφερον τὰς μεγαλυτέρας ὑπηρεσίας μοὶ προσφέρον. — [276, 1539, 575, 1639]
article-text: — Ἐξαντληθείσης ὁλοσχερῶς τῆς πρώτης ἐκδόσεως, ὁ Ἐκδοτικὸς Οἶκος Γ. Δ. Φέξη προβαίνει εἰς ἀνατύπωσιν αὐτοῦ, ἡ ὁποία θὰ κυκλοφορήσῃ εἰς δεκάλεπτα καθημερινὰ φυλλάδια λίαν προσεχῶς. — [585, 195, 1142, 222]
article-text: Τὸ ζήτημα τοῦτο ἐκανονίσθη ὁριστικῶς μετὰ τὴν μετάθεσιν τοῦ κ. Τσιμαδοῦ μετὰ τὸν Αἰσχύλον ἀπὸ Ἀξιωματικὸν στρατοῦ. — [1152, 838, 1569, 886]
article-text: — Διωρίσθη γραφεὺς γ' τάξεως τοῦ εἰρηνοδικείου τοῦ ἐπὶ τῆς Δημ. Ἀθήνας, ἀντὶ τοῦ Εὐσ. Γρηλιανοῦ, ἀπολυθέντος. — [276, 1056, 575, 1099]
article-text: — Ἀνεχώρησε διὰ Καλάμας ὁ ἐκ Κρήτης κ. Βασίλειος Ἀλέξης, καθηγητὴς τοῦ ἐκεῖ Γυμνασίου. — [585, 1556, 851, 1600]
